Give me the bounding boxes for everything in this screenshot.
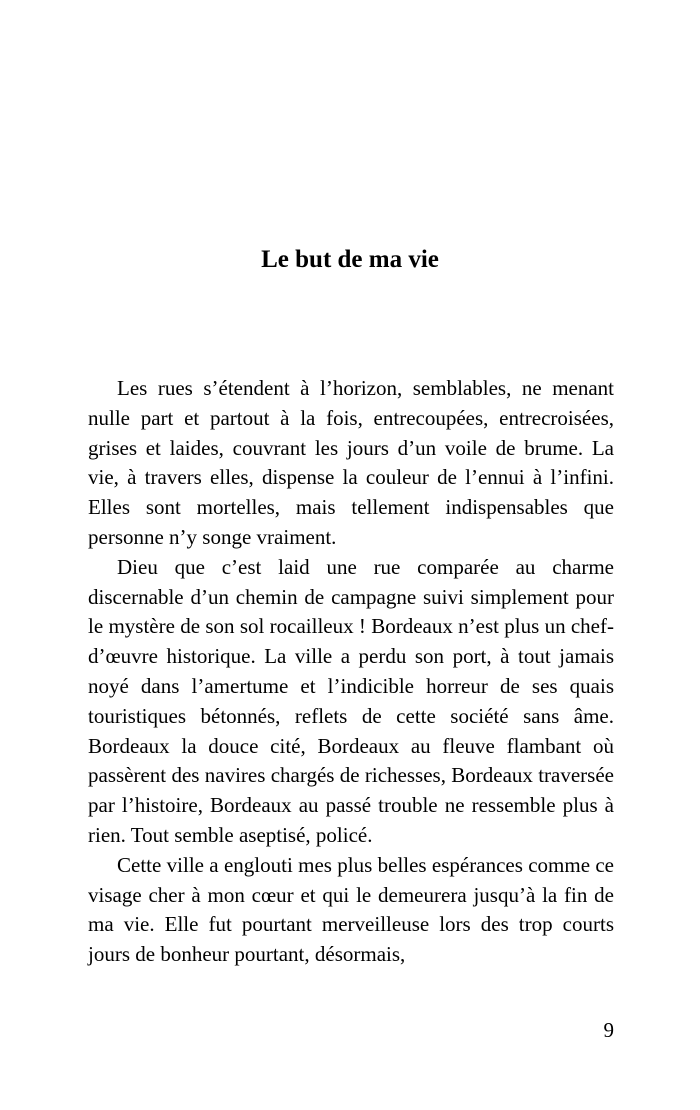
chapter-title: Le but de ma vie <box>261 246 439 273</box>
paragraph: Dieu que c’est laid une rue comparée au charme discernable d’un chemin de campagne suivi simplement pour le mystère de son sol rocailleux ! Bordeaux n’est plus un chef-d’œuvre historique. La ville a perdu son port, à tout jamais noyé dans l’amertume et l’indicible horreur de ses quais touristiques bétonnés, reflets de cette société sans âme. Bordeaux la douce cité, Bordeaux au fleuve flambant où passèrent des navires chargés de richesses, Bordeaux traversée par l’histoire, Bordeaux au passé trouble ne ressemble plus à rien. Tout semble aseptisé, policé. <box>88 554 614 847</box>
page-number: 9 <box>603 1018 614 1042</box>
paragraph: Les rues s’étendent à l’horizon, semblables, ne menant nulle part et partout à la fois, entrecoupées, entrecroisées, grises et laides, couvrant les jours d’un voile de brume. La vie, à travers elles, dispense la couleur de l’ennui à l’infini. Elles sont mortelles, mais tellement indispensables que personne n’y songe vraiment. <box>88 376 614 549</box>
paragraph: Cette ville a englouti mes plus belles espérances comme ce visage cher à mon cœur et qui le demeurera jusqu’à la fin de ma vie. Elle fut pourtant merveilleuse lors des trop courts jours de bonheur pourtant, désormais, <box>88 852 614 967</box>
body-text <box>88 374 614 970</box>
